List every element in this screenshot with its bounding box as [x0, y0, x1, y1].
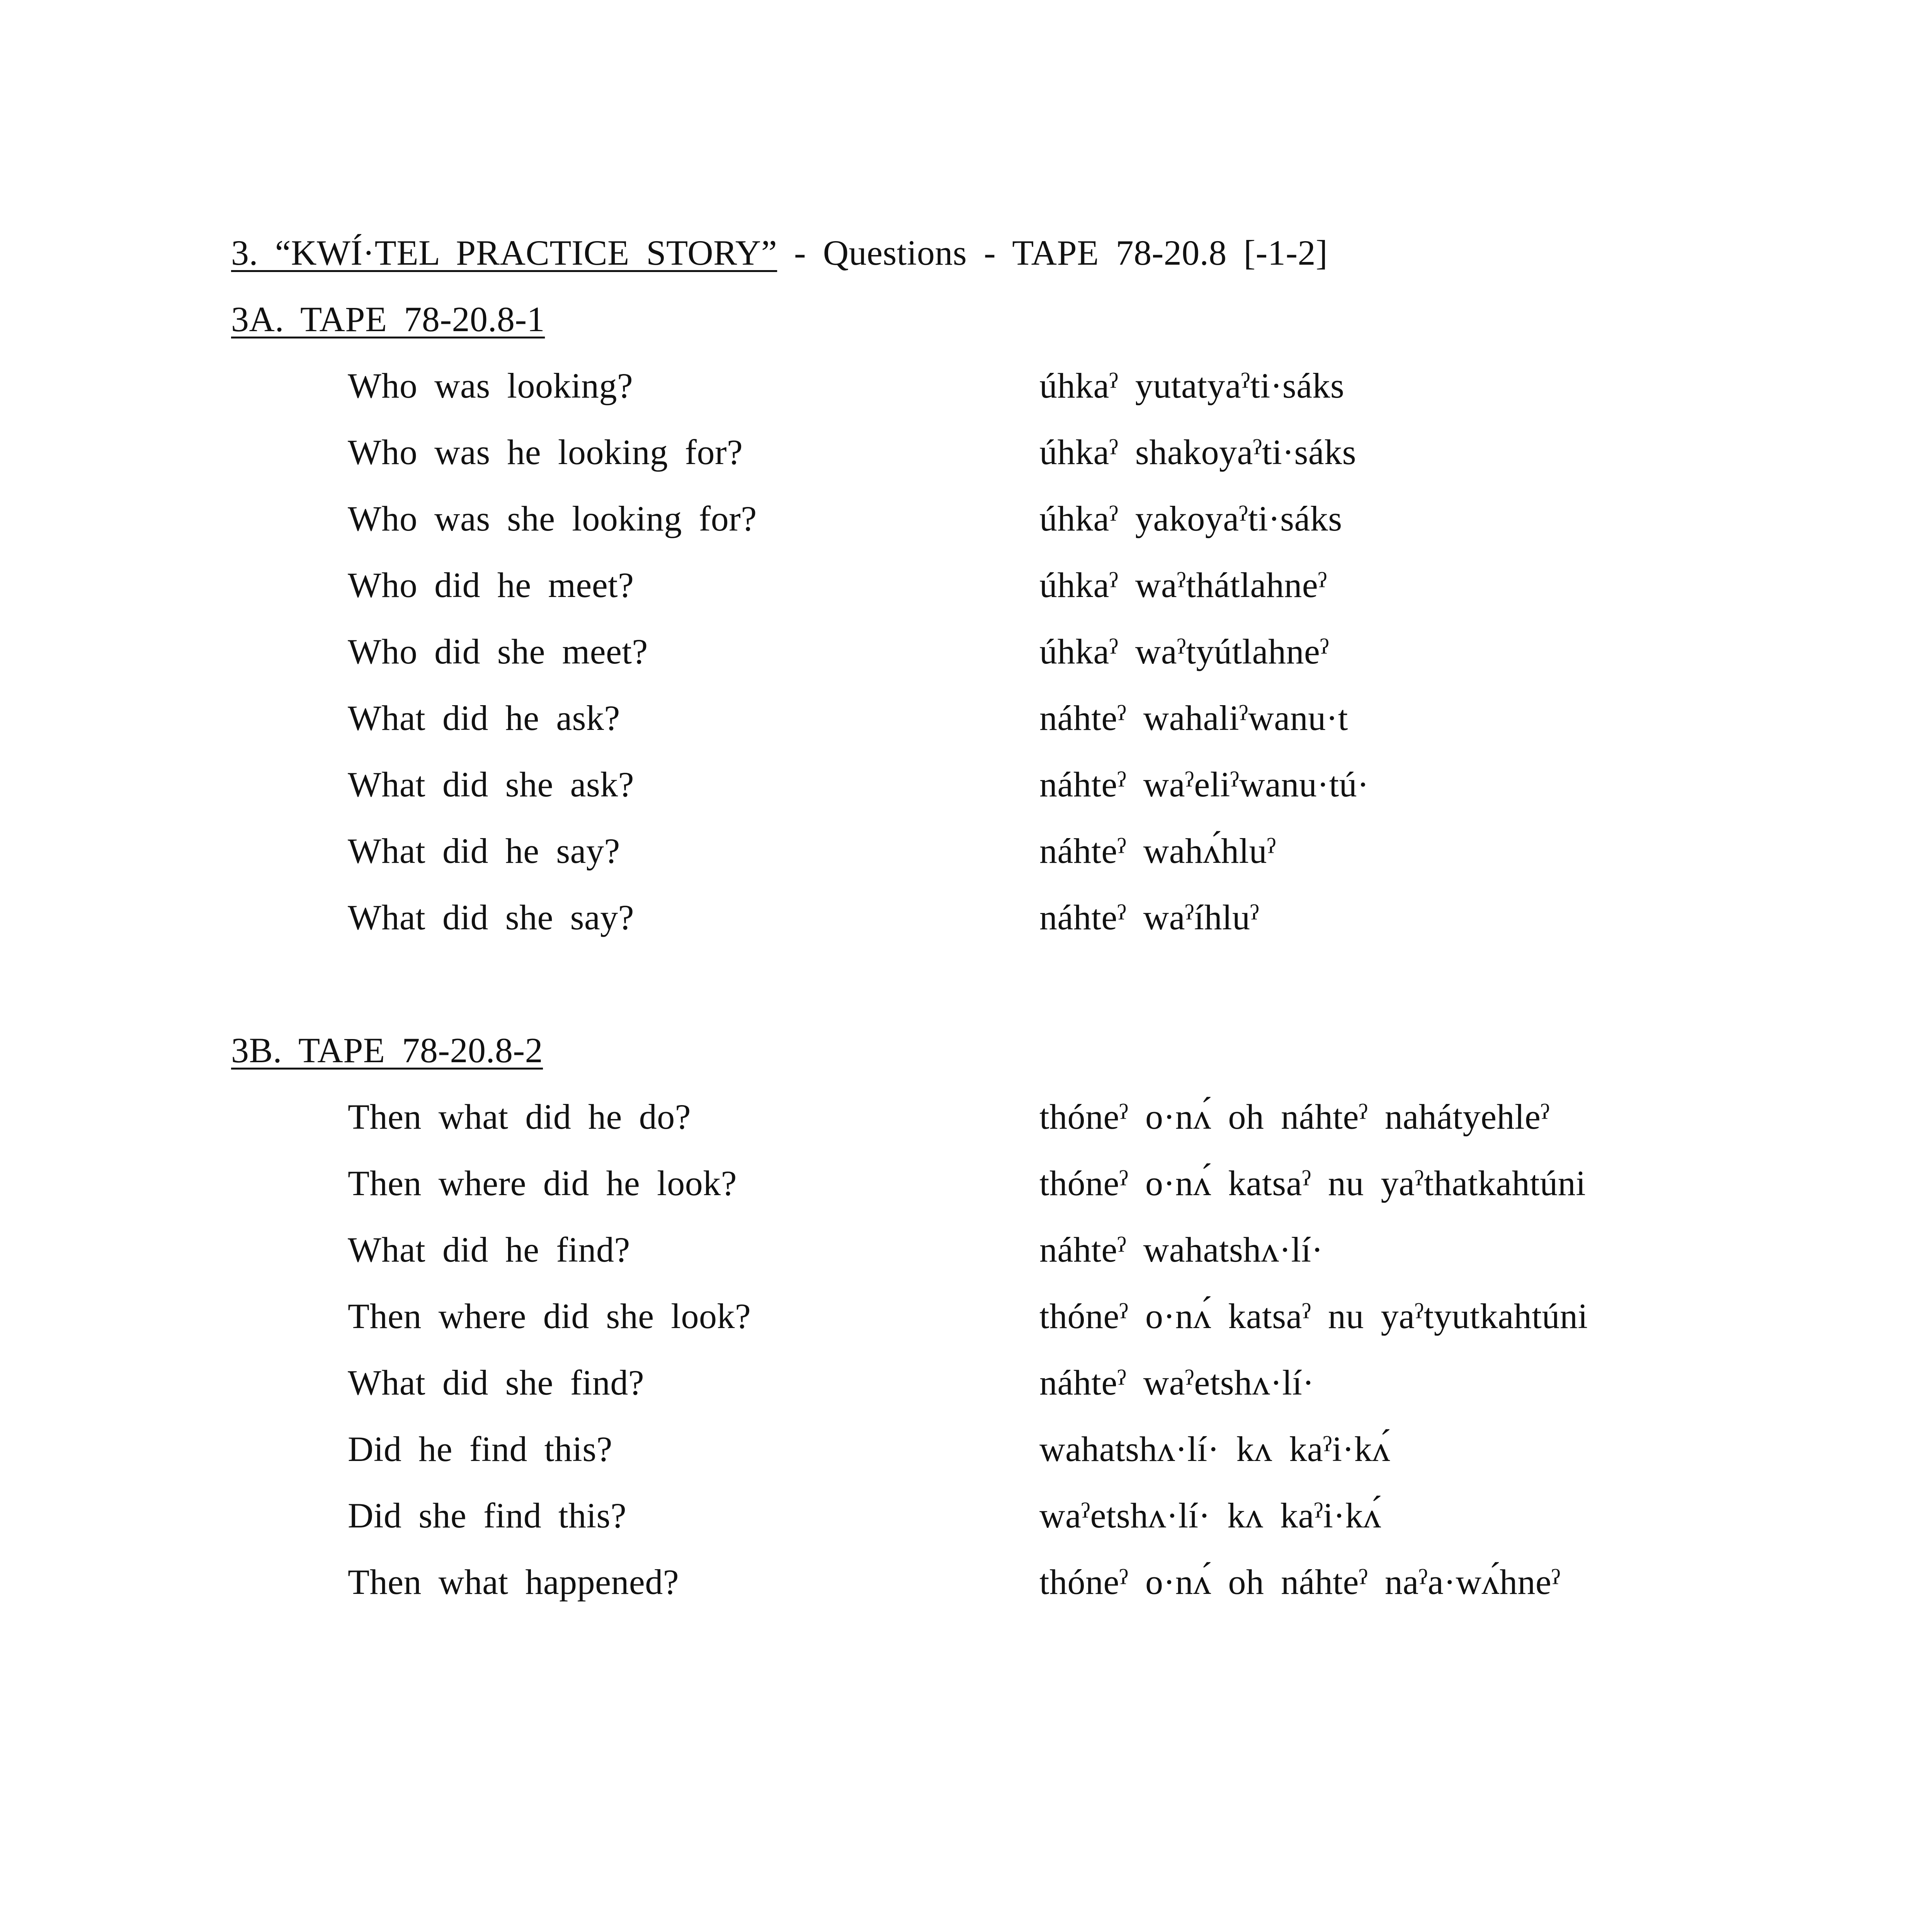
english-question: Who was he looking for?: [348, 432, 743, 472]
oneida-translation: úhkaˀ yakoyaˀti·sáks: [1039, 499, 1342, 538]
oneida-translation: waˀetshʌ·lí· kʌ kaˀi·kʌ́: [1039, 1496, 1381, 1535]
english-question: What did she say?: [348, 898, 634, 937]
oneida-translation: úhkaˀ shakoyaˀti·sáks: [1039, 432, 1356, 472]
english-question: Then where did he look?: [348, 1163, 737, 1203]
english-question: Did he find this?: [348, 1429, 613, 1469]
oneida-translation: úhkaˀ yutatyaˀti·sáks: [1039, 366, 1345, 405]
section-heading-3b: 3B. TAPE 78-20.8-2: [231, 1031, 543, 1070]
oneida-translation: thóneˀ o·nʌ́ katsaˀ nu yaˀthatkahtúni: [1039, 1163, 1586, 1203]
oneida-translation: wahatshʌ·lí· kʌ kaˀi·kʌ́: [1039, 1429, 1390, 1469]
english-question: Then what did he do?: [348, 1097, 691, 1136]
oneida-translation: thóneˀ o·nʌ́ oh náhteˀ nahátyehleˀ: [1039, 1097, 1550, 1136]
english-question: Who did she meet?: [348, 632, 648, 671]
oneida-translation: náhteˀ waˀíhluˀ: [1039, 898, 1259, 937]
oneida-translation: náhteˀ waˀetshʌ·lí·: [1039, 1363, 1315, 1402]
english-question: Who did he meet?: [348, 565, 634, 605]
oneida-translation: úhkaˀ waˀthátlahneˀ: [1039, 565, 1327, 605]
english-question: Who was she looking for?: [348, 499, 757, 538]
english-question: What did she ask?: [348, 765, 634, 804]
document-title: [231, 235, 1328, 270]
oneida-translation: thóneˀ o·nʌ́ katsaˀ nu yaˀtyutkahtúni: [1039, 1296, 1588, 1336]
oneida-translation: úhkaˀ waˀtyútlahneˀ: [1039, 632, 1329, 671]
oneida-translation: náhteˀ waˀeliˀwanu·tú·: [1039, 765, 1369, 804]
english-question: What did she find?: [348, 1363, 645, 1402]
oneida-translation: náhteˀ wahatshʌ·lí·: [1039, 1230, 1323, 1269]
section-heading-3a: 3A. TAPE 78-20.8-1: [231, 299, 545, 339]
english-question: What did he find?: [348, 1230, 630, 1269]
english-question: Then what happened?: [348, 1562, 679, 1602]
english-question: What did he ask?: [348, 698, 620, 738]
title-subtitle: - Questions - TAPE 78-20.8 [-1-2]: [777, 233, 1328, 272]
title-story-name: 3. “KWÍ·TEL PRACTICE STORY”: [231, 233, 777, 272]
english-question: Who was looking?: [348, 366, 633, 405]
oneida-translation: náhteˀ wahʌ́hluˀ: [1039, 831, 1276, 871]
english-question: Did she find this?: [348, 1496, 627, 1535]
oneida-translation: thóneˀ o·nʌ́ oh náhteˀ naˀa·wʌ́hneˀ: [1039, 1562, 1561, 1602]
english-question: Then where did she look?: [348, 1296, 751, 1336]
oneida-translation: náhteˀ wahaliˀwanu·t: [1039, 698, 1348, 738]
english-question: What did he say?: [348, 831, 620, 871]
